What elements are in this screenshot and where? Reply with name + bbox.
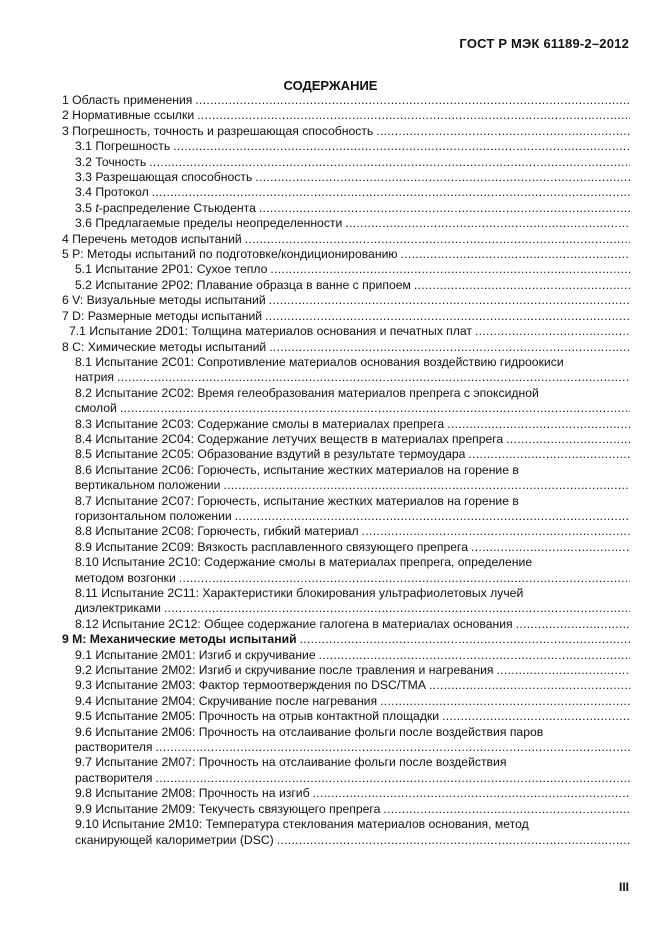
toc-entry[interactable]: 8.9 Испытание 2C09: Вязкость расплавленного связующего препрега ..... bbox=[62, 540, 630, 555]
dot-leader bbox=[149, 155, 630, 170]
toc-entry[interactable]: смолой ..... bbox=[62, 401, 630, 416]
toc-entry[interactable]: 7.1 Испытание 2D01: Толщина материалов основания и печатных плат ..... bbox=[62, 324, 630, 339]
dot-leader bbox=[496, 663, 630, 678]
dot-leader bbox=[265, 309, 630, 324]
toc-entry[interactable]: 8.4 Испытание 2C04: Содержание летучих веществ в материалах препрега ..... bbox=[62, 432, 630, 447]
dot-leader bbox=[345, 216, 630, 231]
toc-entry-line1[interactable]: 8.10 Испытание 2C10: Содержание смолы в материалах препрега, определение bbox=[75, 555, 533, 570]
toc-entry[interactable]: 4 Перечень методов испытаний ..... bbox=[62, 232, 630, 247]
toc-entry[interactable]: 9.2 Испытание 2M02: Изгиб и скручивание после травления и нагревания ..... bbox=[62, 663, 630, 678]
dot-leader bbox=[319, 648, 630, 663]
toc-entry[interactable]: 8.5 Испытание 2C05: Образование вздутий в результате термоудара ..... bbox=[62, 447, 630, 462]
toc-entry[interactable]: 6 V: Визуальные методы испытаний ..... bbox=[62, 293, 630, 308]
dot-leader bbox=[269, 293, 630, 308]
toc-entry[interactable]: 5.1 Испытание 2P01: Сухое тепло ..... bbox=[62, 262, 630, 277]
toc-entry-line1[interactable]: 9.7 Испытание 2M07: Прочность на отслаивание фольги после воздействия bbox=[75, 755, 507, 770]
toc-entry[interactable]: вертикальном положении ..... bbox=[62, 478, 630, 493]
dot-leader bbox=[223, 478, 630, 493]
dot-leader bbox=[245, 232, 630, 247]
page-title: СОДЕРЖАНИЕ bbox=[283, 78, 378, 93]
toc-entry[interactable]: 9 M: Механические методы испытаний ..... bbox=[62, 632, 630, 647]
toc-entry[interactable]: 9.3 Испытание 2M03: Фактор термоотверждения по DSC/TMA ..... bbox=[62, 678, 630, 693]
dot-leader bbox=[383, 802, 630, 817]
dot-leader bbox=[255, 170, 630, 185]
toc-entry[interactable]: 9.4 Испытание 2M04: Скручивание после нагревания ..... bbox=[62, 694, 630, 709]
dot-leader bbox=[468, 447, 630, 462]
dot-leader bbox=[442, 709, 630, 724]
toc-entry-line1[interactable]: 8.7 Испытание 2C07: Горючесть, испытание жестких материалов на горение в bbox=[75, 493, 519, 508]
toc-entry[interactable]: 1 Область применения ..... bbox=[62, 93, 630, 108]
toc-entry[interactable]: 5 P: Методы испытаний по подготовке/кондиционированию ..... bbox=[62, 247, 630, 262]
dot-leader bbox=[155, 740, 630, 755]
toc-entry[interactable]: 8.8 Испытание 2C08: Горючесть, гибкий материал ..... bbox=[62, 524, 630, 539]
dot-leader bbox=[376, 124, 630, 139]
dot-leader bbox=[300, 632, 630, 647]
toc-entry[interactable]: 9.9 Испытание 2M09: Текучесть связующего препрега ..... bbox=[62, 802, 630, 817]
toc-entry[interactable]: 8.3 Испытание 2C03: Содержание смолы в материалах препрега ..... bbox=[62, 417, 630, 432]
toc-entry[interactable]: горизонтальном положении ..... bbox=[62, 509, 630, 524]
toc-entry[interactable]: 3.1 Погрешность ..... bbox=[62, 139, 630, 154]
toc-entry[interactable]: 8 C: Химические методы испытаний ..... bbox=[62, 340, 630, 355]
dot-leader bbox=[475, 324, 630, 339]
toc-entry-line1[interactable]: 8.2 Испытание 2C02: Время гелеобразования материалов препрега с эпоксидной bbox=[75, 385, 539, 400]
dot-leader bbox=[117, 370, 630, 385]
dot-leader bbox=[179, 571, 630, 586]
dot-leader bbox=[164, 601, 630, 616]
toc-entry[interactable]: 3.2 Точность ..... bbox=[62, 155, 630, 170]
toc-entry[interactable]: 3.4 Протокол ..... bbox=[62, 185, 630, 200]
dot-leader bbox=[401, 247, 630, 262]
toc-entry[interactable]: растворителя ..... bbox=[62, 771, 630, 786]
toc-entry[interactable]: 9.5 Испытание 2M05: Прочность на отрыв контактной площадки ..... bbox=[62, 709, 630, 724]
dot-leader bbox=[235, 509, 630, 524]
dot-leader bbox=[277, 833, 630, 848]
toc-entry[interactable]: 3.3 Разрешающая способность ..... bbox=[62, 170, 630, 185]
toc-entry[interactable]: диэлектриками ..... bbox=[62, 601, 630, 616]
toc-entry[interactable]: 9.8 Испытание 2M08: Прочность на изгиб ..... bbox=[62, 786, 630, 801]
dot-leader bbox=[270, 262, 630, 277]
dot-leader bbox=[152, 185, 630, 200]
dot-leader bbox=[506, 432, 630, 447]
toc-entry[interactable]: натрия ..... bbox=[62, 370, 630, 385]
dot-leader bbox=[380, 694, 630, 709]
toc-entry-line1[interactable]: 8.6 Испытание 2C06: Горючесть, испытание жестких материалов на горение в bbox=[75, 462, 519, 477]
toc-entry[interactable]: 3.5 t-распределение Стьюдента ..... bbox=[62, 201, 630, 216]
dot-leader bbox=[195, 93, 630, 108]
toc-entry[interactable]: 7 D: Размерные методы испытаний ..... bbox=[62, 309, 630, 324]
dot-leader bbox=[362, 524, 630, 539]
toc-entry[interactable]: 3.6 Предлагаемые пределы неопределенности ..... bbox=[62, 216, 630, 231]
dot-leader bbox=[173, 139, 630, 154]
dot-leader bbox=[269, 340, 630, 355]
table-of-contents bbox=[62, 93, 630, 848]
dot-leader bbox=[155, 771, 630, 786]
page-number: III bbox=[618, 880, 629, 894]
toc-entry[interactable]: 2 Нормативные ссылки ..... bbox=[62, 108, 630, 123]
dot-leader bbox=[516, 617, 630, 632]
toc-entry[interactable]: 3 Погрешность, точность и разрешающая способность ..... bbox=[62, 124, 630, 139]
document-header: ГОСТ Р МЭК 61189-2–2012 bbox=[459, 36, 629, 51]
dot-leader bbox=[429, 678, 630, 693]
toc-entry[interactable]: сканирующей калориметрии (DSC) ..... bbox=[62, 833, 630, 848]
dot-leader bbox=[197, 108, 630, 123]
toc-entry[interactable]: 8.12 Испытание 2C12: Общее содержание галогена в материалах основания ..... bbox=[62, 617, 630, 632]
toc-entry[interactable]: растворителя ..... bbox=[62, 740, 630, 755]
dot-leader bbox=[120, 401, 630, 416]
dot-leader bbox=[447, 417, 630, 432]
dot-leader bbox=[414, 278, 630, 293]
dot-leader bbox=[259, 201, 630, 216]
toc-entry[interactable]: методом возгонки ..... bbox=[62, 571, 630, 586]
toc-entry[interactable]: 5.2 Испытание 2P02: Плавание образца в ванне с припоем ..... bbox=[62, 278, 630, 293]
toc-entry-line1[interactable]: 8.11 Испытание 2C11: Характеристики блокирования ультрафиолетовых лучей bbox=[75, 586, 524, 600]
dot-leader bbox=[471, 540, 630, 555]
dot-leader bbox=[313, 786, 630, 801]
toc-entry-line1[interactable]: 9.6 Испытание 2M06: Прочность на отслаивание фольги после воздействия паров bbox=[75, 724, 544, 739]
toc-entry-line1[interactable]: 9.10 Испытание 2M10: Температура стеклования материалов основания, метод bbox=[75, 817, 529, 832]
toc-entry-line1[interactable]: 8.1 Испытание 2C01: Сопротивление материалов основания воздействию гидроокиси bbox=[75, 354, 564, 369]
toc-entry[interactable]: 9.1 Испытание 2M01: Изгиб и скручивание ..... bbox=[62, 648, 630, 663]
